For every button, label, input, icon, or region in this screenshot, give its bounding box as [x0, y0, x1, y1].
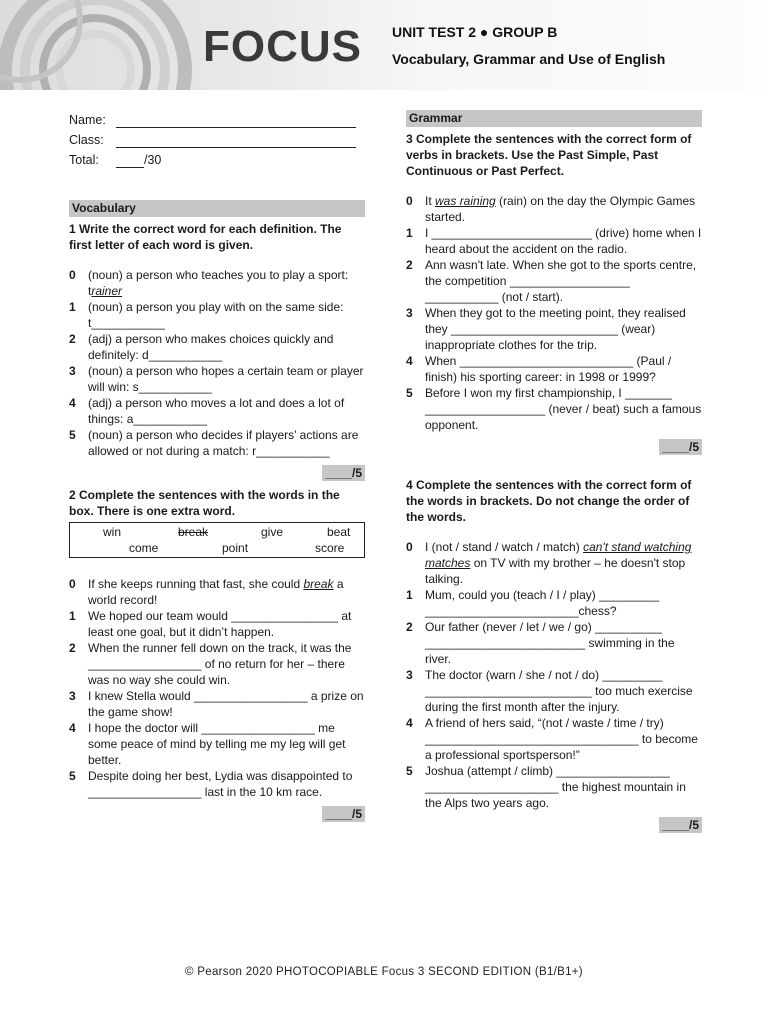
example-answer: break [303, 577, 334, 591]
box-word: score [315, 541, 345, 555]
word-box [69, 522, 365, 558]
example-answer: rainer [91, 284, 123, 298]
list-item: 3 When they got to the meeting point, they realised they _________________________ (wear) inappropriate clothes for the trip. [406, 306, 686, 352]
task4-items [406, 539, 702, 811]
list-item: 5 Joshua (attempt / climb) _________________ ____________________ the highest mountain in the Alps two years ago. [406, 764, 686, 810]
task1-items [69, 267, 365, 459]
name-label: Name: [69, 113, 106, 127]
list-item: 2 Ann wasn't late. When she got to the sports centre, the competition __________________ ___________ (not / start). [406, 258, 697, 304]
vocabulary-heading: Vocabulary [69, 200, 365, 217]
list-item: 0 If she keeps running that fast, she could break a world record! [69, 577, 344, 607]
box-word: point [222, 541, 249, 555]
unit-title [392, 24, 557, 40]
class-field[interactable] [116, 133, 356, 148]
box-word: win [103, 525, 122, 539]
box-word: come [129, 541, 159, 555]
total-label: Total: [69, 153, 99, 167]
decorative-rings-graphic [0, 0, 200, 90]
task4-instruction: 4 Complete the sentences with the correct form of the words in brackets. Do not change the order of the words. [406, 478, 692, 524]
list-item: 0 (noun) a person who teaches you to play a sport: trainer [69, 268, 349, 298]
list-item: 4 When __________________________ (Paul / finish) his sporting career: in 1998 or 1999? [406, 354, 672, 384]
name-field[interactable] [116, 113, 356, 128]
task4-score[interactable]: ____/5 [659, 817, 702, 833]
list-item: 2 Our father (never / let / we / go) __________ ________________________ swimming in the river. [406, 620, 675, 666]
list-item: 5 Before I won my first championship, I _______ __________________ (never / beat) such a famous opponent. [406, 386, 702, 432]
name-row [69, 108, 365, 128]
list-item: 2 (adj) a person who makes choices quickly and definitely: d___________ [69, 332, 334, 362]
right-column [406, 108, 702, 833]
task2-instruction: 2 Complete the sentences with the words in the box. There is one extra word. [69, 488, 340, 518]
focus-logo: FOCUS [203, 22, 362, 71]
test-subtitle: Vocabulary, Grammar and Use of English [392, 51, 666, 67]
group-label: GROUP B [492, 24, 558, 40]
list-item: 3 The doctor (warn / she / not / do) _________ _________________________ too much exercise during the first month after the injury. [406, 668, 693, 714]
list-item: 4 (adj) a person who moves a lot and does a lot of things: a___________ [69, 396, 345, 426]
example-answer: can't stand watching matches [425, 540, 692, 570]
box-word: give [261, 525, 284, 539]
list-item: 1 I ________________________ (drive) home when I heard about the accident on the radio. [406, 226, 702, 256]
grammar-heading: Grammar [406, 110, 702, 127]
box-word: beat [327, 525, 351, 539]
list-item: 0 It was raining (rain) on the day the Olympic Games started. [406, 194, 696, 224]
list-item: 1 (noun) a person you play with on the same side: t___________ [69, 300, 344, 330]
task3-items [406, 193, 702, 433]
class-row [69, 128, 365, 148]
list-item: 1 We hoped our team would ________________ at least one goal, but it didn’t happen. [69, 609, 352, 639]
list-item: 0 I (not / stand / watch / match) can't stand watching matches on TV with my brother – he doesn't stop talking. [406, 540, 692, 586]
list-item: 4 I hope the doctor will _________________ me some peace of mind by telling me my leg will get better. [69, 721, 346, 767]
task3-score[interactable]: ____/5 [659, 439, 702, 455]
task3-instruction: 3 Complete the sentences with the correct form of verbs in brackets. Use the Past Simple, Past Continuous or Past Perfect. [406, 132, 692, 178]
task2-items [69, 576, 365, 800]
left-column [69, 108, 365, 822]
total-max: /30 [144, 153, 162, 167]
list-item: 3 (noun) a person who hopes a certain team or player will win: s___________ [69, 364, 364, 394]
list-item: 5 (noun) a person who decides if players’ actions are allowed or not during a match: r___________ [69, 428, 359, 458]
header-banner [0, 0, 768, 90]
list-item: 4 A friend of hers said, “(not / waste / time / try) ________________________________ to become a professional sportsperson!” [406, 716, 698, 762]
page-footer: © Pearson 2020 PHOTOCOPIABLE Focus 3 SECOND EDITION (B1/B1+) [185, 966, 583, 978]
list-item: 1 Mum, could you (teach / I / play) _________ _______________________chess? [406, 588, 660, 618]
box-word-used: break [178, 525, 209, 539]
list-item: 3 I knew Stella would _________________ a prize on the game show! [69, 689, 364, 719]
total-row [69, 148, 365, 168]
task2-score[interactable]: ____/5 [322, 806, 365, 822]
example-answer: was raining [435, 194, 496, 208]
unit-label: UNIT TEST 2 [392, 24, 477, 40]
task1-score[interactable]: ____/5 [322, 465, 365, 481]
bullet-icon: ● [479, 24, 489, 40]
total-field[interactable] [116, 153, 144, 168]
list-item: 5 Despite doing her best, Lydia was disappointed to _________________ last in the 10 km race. [69, 769, 353, 799]
list-item: 2 When the runner fell down on the track, it was the _________________ of no return for her – there was no way she could win. [69, 641, 352, 687]
class-label: Class: [69, 133, 104, 147]
task1-instruction: 1 Write the correct word for each definition. The first letter of each word is given. [69, 222, 342, 252]
